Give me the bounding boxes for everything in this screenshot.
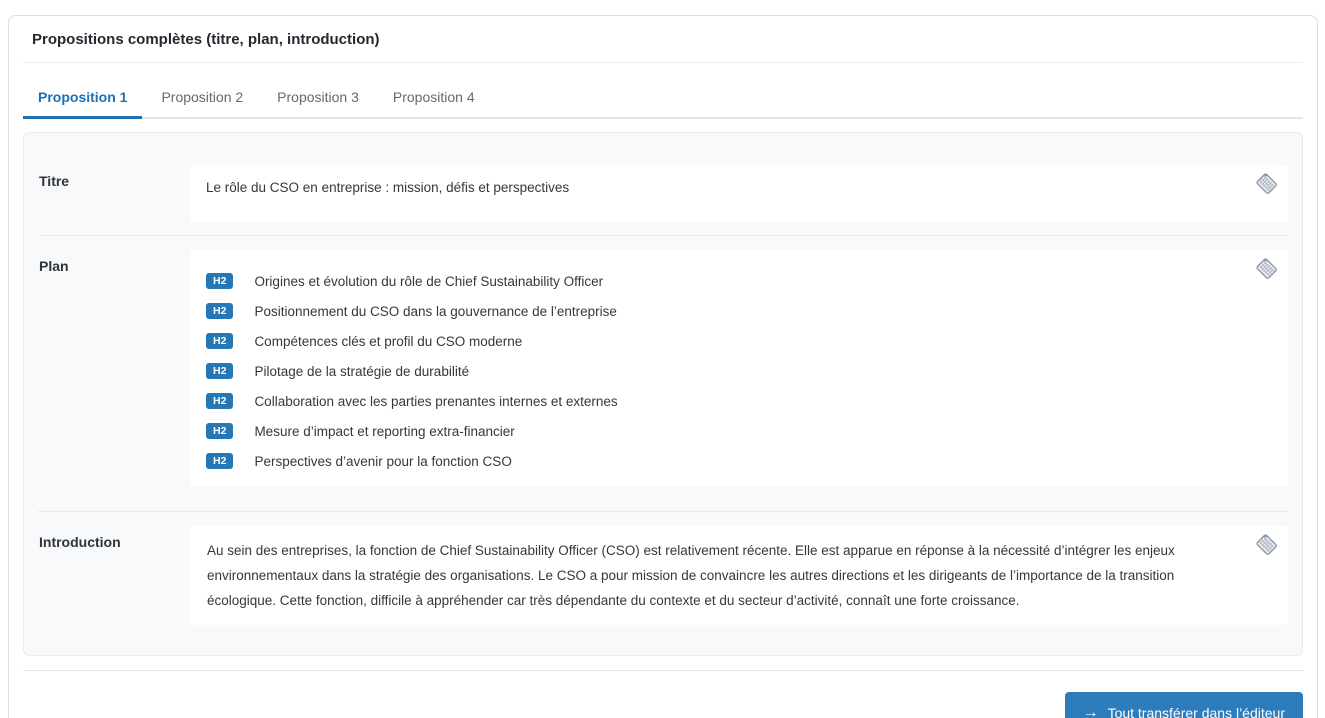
tab-proposition-4[interactable]: Proposition 4 [392,89,475,105]
transfer-all-button[interactable] [1065,692,1303,718]
titre-value: Le rôle du CSO en entreprise : mission, défis et perspectives [206,180,570,195]
plan-item: H2 Origines et évolution du rôle de Chief Sustainability Officer [206,266,1228,296]
panel-title: Propositions complètes (titre, plan, introduction) [23,16,1303,63]
plan-item: H2 Collaboration avec les parties prenantes internes et externes [206,386,1228,416]
plan-item: H2 Mesure d’impact et reporting extra-financier [206,416,1228,446]
note-icon[interactable] [1255,533,1279,557]
plan-item: H2 Positionnement du CSO dans la gouvernance de l’entreprise [206,296,1228,326]
h2-badge: H2 [206,423,233,440]
h2-badge: H2 [206,273,233,290]
h2-badge: H2 [206,393,233,410]
tab-proposition-1[interactable]: Proposition 1 [23,82,142,119]
plan-item: H2 Compétences clés et profil du CSO moderne [206,326,1228,356]
plan-box [190,250,1288,486]
h2-badge: H2 [206,363,233,380]
titre-label: Titre [39,173,70,189]
titre-section [24,151,1302,235]
propositions-panel [8,15,1318,718]
proposition-card [23,132,1303,656]
plan-item: H2 Perspectives d’avenir pour la fonction CSO [206,446,1228,476]
introduction-box [190,526,1288,625]
tab-proposition-3[interactable]: Proposition 3 [277,89,359,105]
introduction-label: Introduction [39,534,121,550]
h2-badge: H2 [206,333,233,350]
plan-item: H2 Pilotage de la stratégie de durabilité [206,356,1228,386]
plan-section [24,236,1302,511]
introduction-section [24,512,1302,641]
arrow-right-icon: → [1082,704,1099,718]
note-icon[interactable] [1255,172,1279,196]
tabs [23,63,1303,119]
tab-proposition-2[interactable]: Proposition 2 [161,89,244,105]
transfer-button-label: Tout transférer dans l’éditeur [1107,705,1285,718]
note-icon[interactable] [1255,257,1279,281]
introduction-value: Au sein des entreprises, la fonction de Chief Sustainability Officer (CSO) est relativement récente. Elle est apparue en réponse à la nécessité d’intégrer les enjeux environnementaux dans la stratégie des organisations. Le CSO a pour mission de convaincre les autres directions et les dirigeants de l’importance de la transition écologique. Cette fonction, difficile à appréhender car très dépendante du contexte et du secteur d’activité, connaît une forte croissance. [207,543,1175,608]
titre-box [190,165,1288,222]
h2-badge: H2 [206,453,233,470]
plan-label: Plan [39,258,69,274]
h2-badge: H2 [206,303,233,320]
footer [23,671,1303,718]
